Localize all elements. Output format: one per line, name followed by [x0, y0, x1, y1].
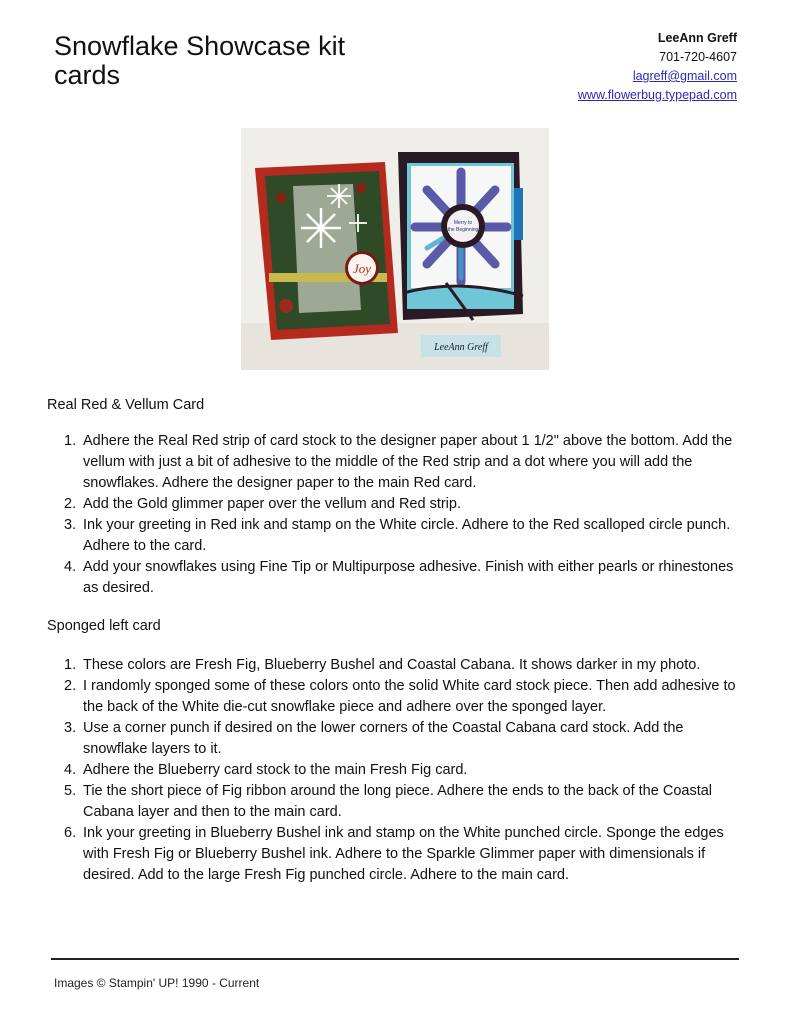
document-title: Snowflake Showcase kit cards — [54, 31, 346, 90]
cards-photo-illustration — [241, 128, 549, 370]
step-item: 1. Adhere the Real Red strip of card stock to the designer paper about 1 1/2" above the bottom. Add the vellum with just a bit of adhesive to the middle of the Red strip and a dot where you will add the snowflakes. Adhere the designer paper to the main Red card. — [64, 433, 733, 491]
step-item: 4. Adhere the Blueberry card stock to the main Fresh Fig card. — [64, 762, 468, 778]
section-heading-real-red: Real Red & Vellum Card — [47, 397, 205, 413]
step-item: 6. Ink your greeting in Blueberry Bushel ink and stamp on the White punched circle. Sponge the edges with Fresh Fig or Blueberry Bushel ink. Adhere to the Sparkle Glimmer paper with dimensionals if desired. Add to the large Fresh Fig punched circle. Adhere to the main card. — [64, 825, 724, 883]
watermark-text: LeeAnn Greff — [434, 342, 488, 353]
author-phone: 701-720-4607 — [659, 50, 737, 64]
svg-text:Joy: Joy — [352, 261, 372, 276]
right-card — [398, 152, 523, 320]
step-item: 2. Add the Gold glimmer paper over the vellum and Red strip. — [64, 496, 461, 512]
author-name: LeeAnn Greff — [657, 31, 737, 45]
step-item: 2. I randomly sponged some of these colors onto the solid White card stock piece. Then add adhesive to the back of the White die-cut snowflake piece and adhere over the sponged layer. — [64, 678, 736, 715]
section-heading-sponged: Sponged left card — [47, 618, 161, 634]
step-item: 4. Add your snowflakes using Fine Tip or Multipurpose adhesive. Finish with either pearls or rhinestones as desired. — [64, 559, 734, 596]
email-link[interactable]: lagreff@gmail.com — [632, 69, 737, 83]
steps-list-sponged — [64, 655, 744, 886]
svg-text:the Beginning: the Beginning — [447, 227, 479, 233]
footer-copyright: Images © Stampin' UP! 1990 - Current — [54, 976, 260, 990]
steps-list-real-red — [64, 431, 744, 599]
footer-divider — [51, 958, 739, 960]
website-link[interactable]: www.flowerbug.typepad.com — [577, 88, 737, 102]
step-item: 1. These colors are Fresh Fig, Blueberry Bushel and Coastal Cabana. It shows darker in my photo. — [64, 657, 701, 673]
cards-photo — [241, 128, 549, 370]
step-item: 3. Ink your greeting in Red ink and stamp on the White circle. Adhere to the Red scalloped circle punch. Adhere to the card. — [64, 517, 731, 554]
step-item: 3. Use a corner punch if desired on the lower corners of the Coastal Cabana card stock. Add the snowflake layers to it. — [64, 720, 684, 757]
svg-text:Merry to: Merry to — [453, 220, 473, 226]
contact-block — [578, 29, 737, 105]
step-item: 5. Tie the short piece of Fig ribbon around the long piece. Adhere the ends to the back of the Coastal Cabana layer and then to the main card. — [64, 783, 713, 820]
left-card — [255, 162, 398, 340]
